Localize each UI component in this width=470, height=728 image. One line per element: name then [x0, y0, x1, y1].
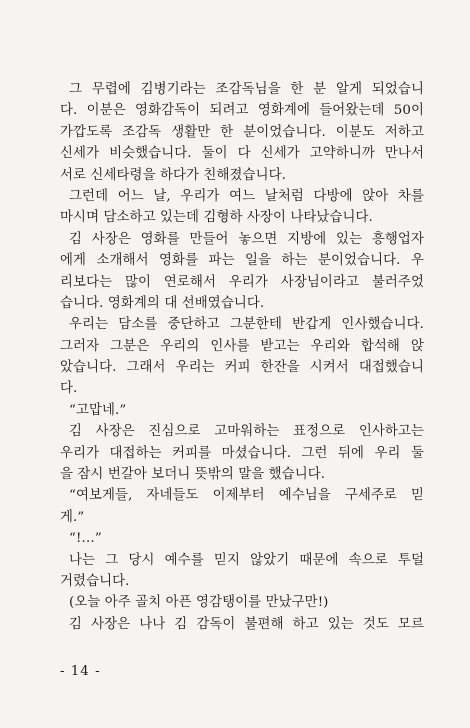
text-line: 에게 소개해서 영화를 파는 일을 하는 분이었습니다. 우: [60, 253, 424, 269]
text-line: 그런데 어느 날, 우리가 여느 날처럼 다방에 앉아 차를: [69, 188, 424, 204]
text-line: 거렸습니다.: [60, 573, 130, 589]
text-line: “고맙네.”: [69, 402, 127, 418]
text-line: 우리가 대접하는 커피를 마셨습니다. 그런 뒤에 우리 둘: [60, 445, 424, 461]
text-line: 김 사장은 나나 김 감독이 불편해 하고 있는 것도 모르: [69, 616, 424, 632]
text-line: 리보다는 많이 연로해서 우리가 사장님이라고 불러주었: [60, 274, 424, 290]
text-line: 다.: [60, 381, 78, 397]
text-line: 김 사장은 영화를 만들어 놓으면 지방에 있는 흥행업자: [69, 231, 424, 247]
text-line: 신세가 비슷했습니다. 둘이 다 신세가 고약하니까 만나서: [60, 146, 424, 162]
text-line: (오늘 아주 골치 아픈 영감탱이를 만났구만!): [69, 595, 329, 611]
text-line: 을 잠시 번갈아 보더니 뜻밖의 말을 했습니다.: [60, 467, 326, 483]
text-line: 게.”: [60, 509, 85, 525]
text-line: 우리는 담소를 중단하고 그분한테 반갑게 인사했습니다.: [69, 317, 424, 333]
text-line: 았습니다. 그래서 우리는 커피 한잔을 시켜서 대접했습니: [60, 360, 424, 376]
text-line: 김 사장은 진심으로 고마워하는 표정으로 인사하고는: [69, 424, 424, 440]
text-line: 가깝도록 조감독 생활만 한 분이었습니다. 이분도 저하고: [60, 124, 424, 140]
text-line: 마시며 담소하고 있는데 김형하 사장이 나타났습니다.: [60, 210, 373, 226]
text-line: 그러자 그분은 우리의 인사를 받고는 우리와 합석해 앉: [60, 338, 424, 354]
text-line: 습니다. 영화계의 대 선배였습니다.: [60, 295, 265, 311]
text-line: 그 무렵에 김병기라는 조감독님을 한 분 알게 되었습니: [69, 82, 424, 97]
page-number: - 14 -: [60, 664, 101, 679]
text-line: 서로 신세타령을 하다가 친해졌습니다.: [60, 167, 286, 183]
text-line: 다. 이분은 영화감독이 되려고 영화계에 들어왔는데 50이: [60, 103, 424, 119]
text-line: “!…”: [69, 531, 102, 547]
text-line: 나는 그 당시 예수를 믿지 않았기 때문에 속으로 투덜: [69, 552, 424, 568]
text-line: “여보게들, 자네들도 이제부터 예수님을 구세주로 믿: [69, 488, 424, 504]
body-text: [60, 79, 424, 635]
